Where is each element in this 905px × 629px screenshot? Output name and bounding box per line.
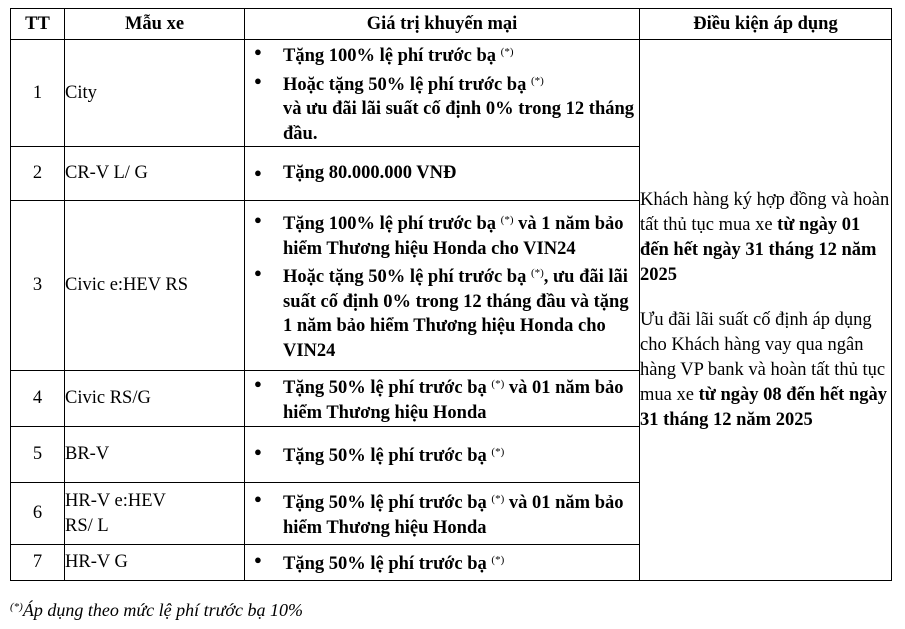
model-name: BR-V xyxy=(65,427,245,483)
footnote-marker: (*) xyxy=(491,554,505,567)
model-name: Civic e:HEV RS xyxy=(65,201,245,371)
footnote xyxy=(10,600,303,621)
footnote-marker: (*) xyxy=(491,446,505,459)
promo-item: ● Tặng 50% lệ phí trước bạ (*) xyxy=(245,548,639,577)
model-name: CR-V L/ G xyxy=(65,147,245,201)
promo-item: ● Tặng 50% lệ phí trước bạ (*) và 01 năm bảo hiểm Thương hiệu Honda xyxy=(245,372,639,425)
model-name: Civic RS/G xyxy=(65,371,245,427)
footnote-marker: (*) xyxy=(491,493,505,505)
header-tt: TT xyxy=(11,9,65,40)
promo-cell xyxy=(245,545,640,581)
row-number: 4 xyxy=(11,371,65,427)
footnote-marker: (*) xyxy=(500,214,514,226)
promo-cell xyxy=(245,147,640,201)
row-number: 6 xyxy=(11,483,65,545)
promo-cell xyxy=(245,371,640,427)
footnote-marker: (*) xyxy=(491,378,505,390)
promotion-table xyxy=(10,8,892,581)
footnote-marker: (*) xyxy=(500,46,514,58)
table-header-row xyxy=(11,9,892,40)
promo-item: ● Tặng 50% lệ phí trước bạ (*) xyxy=(245,440,639,469)
promo-item: ● Hoặc tặng 50% lệ phí trước bạ (*), ưu đãi lãi suất cố định 0% trong 12 tháng đầu và tặng 1 năm bảo hiểm Thương hiệu Honda cho VIN24 xyxy=(245,261,639,363)
footnote-marker: (*) xyxy=(530,267,544,279)
header-promo: Giá trị khuyến mại xyxy=(245,9,640,40)
model-name: HR-V e:HEV RS/ L xyxy=(65,483,245,545)
footnote-marker: (*) xyxy=(530,74,544,87)
promo-item: ● Tặng 100% lệ phí trước bạ (*) xyxy=(245,40,639,69)
promo-cell xyxy=(245,427,640,483)
promo-cell xyxy=(245,201,640,371)
model-name: HR-V G xyxy=(65,545,245,581)
row-number: 7 xyxy=(11,545,65,581)
row-number: 2 xyxy=(11,147,65,201)
promo-cell xyxy=(245,40,640,147)
promo-item: ● Tặng 50% lệ phí trước bạ (*) và 01 năm bảo hiểm Thương hiệu Honda xyxy=(245,487,639,540)
table-row xyxy=(11,40,892,147)
footnote-marker: (*) xyxy=(10,601,23,613)
condition-paragraph-2: Ưu đãi lãi suất cố định áp dụng cho Khách hàng vay qua ngân hàng VP bank và hoàn tất thủ tục mua xe từ ngày 08 đến hết ngày 31 tháng 12 năm 2025 xyxy=(640,309,887,430)
row-number: 3 xyxy=(11,201,65,371)
promo-item: ● Hoặc tặng 50% lệ phí trước bạ (*) và ưu đãi lãi suất cố định 0% trong 12 tháng đầu. xyxy=(245,69,639,147)
row-number: 1 xyxy=(11,40,65,147)
conditions-cell xyxy=(640,40,892,581)
model-name: City xyxy=(65,40,245,147)
promo-cell xyxy=(245,483,640,545)
promo-item: ● Tặng 80.000.000 VNĐ xyxy=(245,161,639,186)
header-model: Mẫu xe xyxy=(65,9,245,40)
footnote-text: Áp dụng theo mức lệ phí trước bạ 10% xyxy=(22,600,304,620)
promo-item: ● Tặng 100% lệ phí trước bạ (*) và 1 năm bảo hiểm Thương hiệu Honda cho VIN24 xyxy=(245,208,639,261)
row-number: 5 xyxy=(11,427,65,483)
condition-paragraph-1: Khách hàng ký hợp đồng và hoàn tất thủ tục mua xe từ ngày 01 đến hết ngày 31 tháng 12 năm 2025 xyxy=(640,189,890,285)
header-conditions: Điều kiện áp dụng xyxy=(640,9,892,40)
